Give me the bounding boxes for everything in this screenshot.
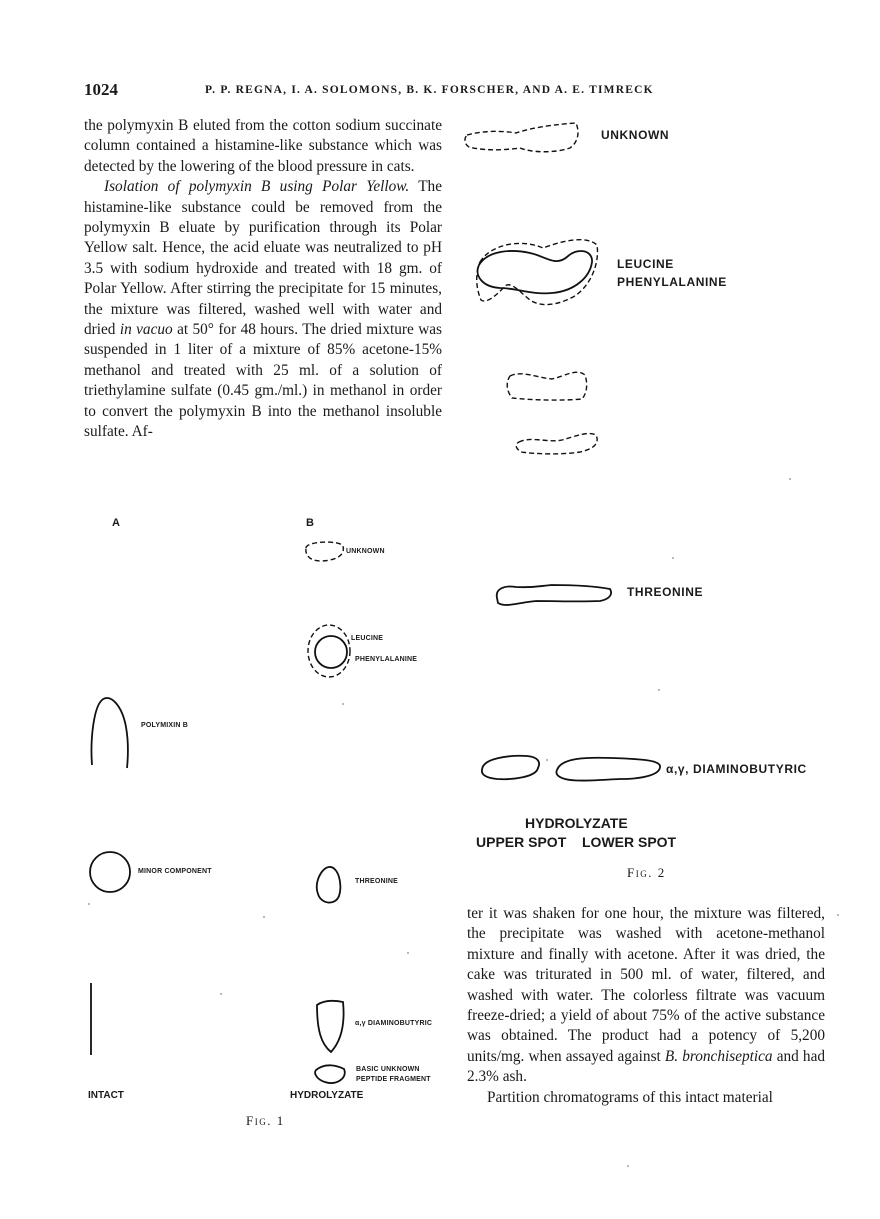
fig2-leucine-spot bbox=[478, 251, 593, 293]
fig2-unknown-spot bbox=[465, 123, 578, 152]
fig1-diaminobutyric-label: α,γ DIAMINOBUTYRIC bbox=[355, 1020, 433, 1027]
fig1-col-a-label: A bbox=[112, 517, 121, 529]
fig2-leucine-label: LEUCINE bbox=[617, 257, 674, 271]
fig2-diaminobutyric-lower-spot bbox=[556, 758, 660, 781]
running-header: P. P. REGNA, I. A. SOLOMONS, B. K. FORSCHER, AND A. E. TIMRECK bbox=[205, 84, 654, 96]
paragraph: Isolation of polymyxin B using Polar Yellow. The histamine-like substance could be removed from the polymyxin B eluate by purification through its Polar Yellow salt. Hence, the acid eluate was neutralized to pH 3.5 with sodium hydroxide and treated with 18 gm. of Polar Yellow. After stirring the precipitate for 15 minutes, the mixture was filtered, washed well with water and dried in vacuo at 50° for 48 hours. The dried mixture was suspended in 1 liter of a mixture of 85% acetone-15% methanol and treated with 25 ml. of a solution of triethylamine sulfate (0.45 gm./ml.) in methanol in order to convert the polymyxin B into the methanol insoluble sulfate. Af- bbox=[84, 178, 442, 441]
fig1-peptide-fragment-label: PEPTIDE FRAGMENT bbox=[356, 1076, 431, 1083]
fig1-intact-label: INTACT bbox=[88, 1090, 124, 1101]
fig1-minor-label: MINOR COMPONENT bbox=[138, 868, 212, 875]
fig2-hydrolyzate-label: HYDROLYZATE bbox=[525, 815, 628, 831]
fig1-hydrolyzate-label: HYDROLYZATE bbox=[290, 1090, 364, 1101]
fig2-caption: Fig. 2 bbox=[627, 865, 666, 880]
fig2-threonine-label: THREONINE bbox=[627, 585, 704, 599]
paragraph: the polymyxin B eluted from the cotton sodium succinate column contained a histamine-like substance which was detected by the lowering of the blood pressure in cats. bbox=[84, 117, 442, 175]
fig1-phenylalanine-label: PHENYLALANINE bbox=[355, 656, 418, 663]
fig2-lower-spot-label: LOWER SPOT bbox=[582, 834, 677, 850]
section-heading: Isolation of polymyxin B using Polar Yellow. bbox=[104, 178, 410, 196]
fig1-unknown-label: UNKNOWN bbox=[346, 548, 385, 555]
fig2-diaminobutyric-upper-spot bbox=[482, 756, 539, 779]
fig2-phenylalanine-spot bbox=[477, 240, 598, 305]
fig1-basic-unknown-label: BASIC UNKNOWN bbox=[356, 1066, 420, 1073]
page-number: 1024 bbox=[84, 80, 118, 99]
fig2-unlabeled-spot bbox=[516, 434, 597, 454]
paragraph: Partition chromatograms of this intact material bbox=[487, 1088, 773, 1106]
fig2-unknown-label: UNKNOWN bbox=[601, 128, 670, 142]
paragraph: ter it was shaken for one hour, the mixture was filtered, the precipitate was washed with acetone-methanol mixture and finally with acetone. After it was dried, the cake was triturated in 500 ml. of water, filtered, and washed with water. The colorless filtrate was vacuum freeze-dried; a yield of about 75% of the active substance was obtained. The product had a potency of 5,200 units/mg. when assayed against B. bronchiseptica and had 2.3% ash. bbox=[467, 905, 826, 1086]
fig2-unlabeled-spot bbox=[507, 372, 586, 400]
fig1-col-b-label: B bbox=[306, 517, 315, 529]
fig2-phenylalanine-label: PHENYLALANINE bbox=[617, 275, 727, 289]
fig1-leucine-label: LEUCINE bbox=[351, 635, 384, 642]
fig2-diaminobutyric-label: α,γ, DIAMINOBUTYRIC bbox=[666, 762, 807, 776]
fig1-polymixin-label: POLYMIXIN B bbox=[141, 722, 189, 729]
fig1-caption: Fig. 1 bbox=[246, 1113, 285, 1128]
fig2-upper-spot-label: UPPER SPOT bbox=[476, 834, 567, 850]
fig2-threonine-spot bbox=[497, 585, 611, 605]
fig1-threonine-label: THREONINE bbox=[355, 878, 399, 885]
